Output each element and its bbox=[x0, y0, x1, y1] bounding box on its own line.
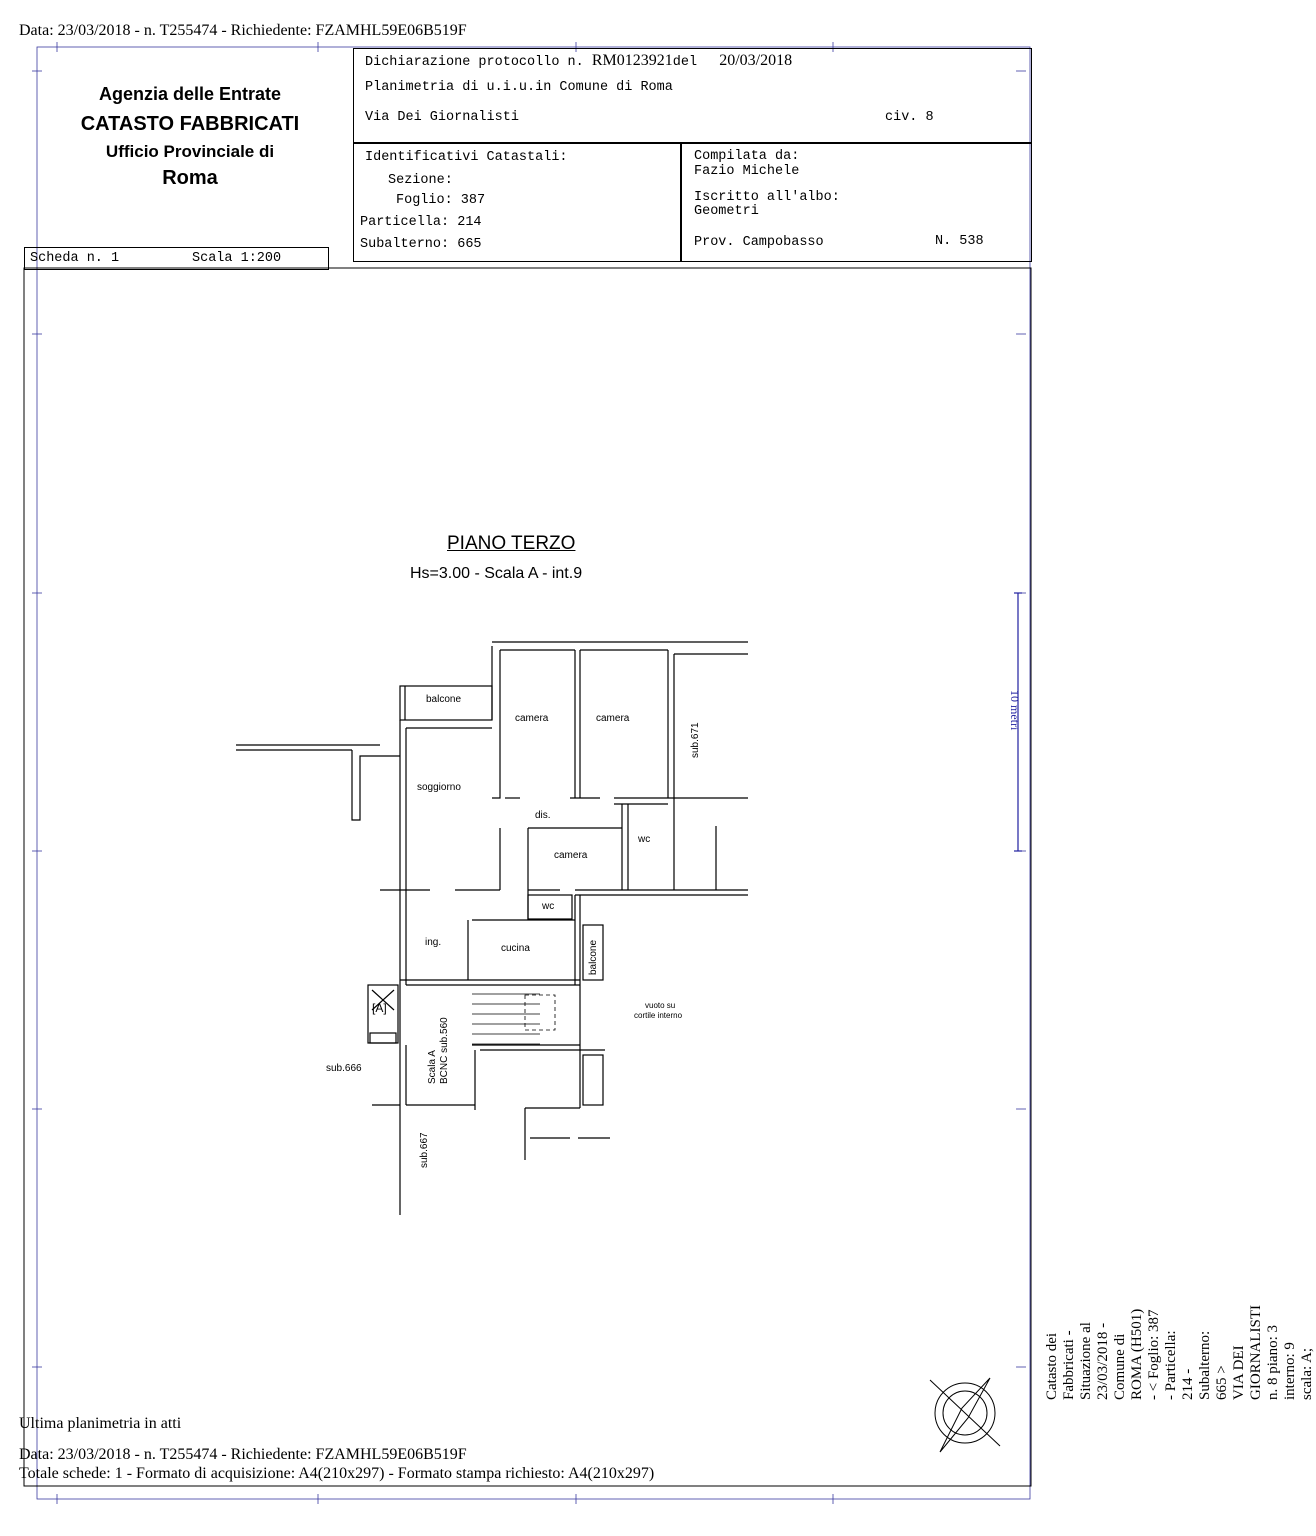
room-disimpegno: dis. bbox=[535, 810, 551, 821]
room-camera-2: camera bbox=[596, 713, 630, 724]
compass-icon bbox=[930, 1378, 1000, 1452]
agency-name: Agenzia delle Entrate bbox=[98, 84, 282, 104]
label-scala-a: Scala A bbox=[427, 1050, 438, 1084]
side-text-line-1: Catasto dei Fabbricati - Situazione al 23/03/2018 - Comune di ROMA (H501) - < Foglio: 387 - Particella: 214 - Subalterno: 665 > bbox=[1044, 1308, 1230, 1400]
label-bcnc: BCNC sub.560 bbox=[439, 1017, 450, 1084]
header-request-line: Data: 23/03/2018 - n. T255474 - Richiedente: FZAMHL59E06B519F bbox=[19, 22, 467, 39]
label-sub671: sub.671 bbox=[690, 722, 701, 758]
room-wc-1: wc bbox=[638, 834, 651, 845]
scale-bar-label: 10 metri bbox=[1008, 690, 1022, 731]
label-lift-a: [A] bbox=[372, 1001, 387, 1015]
particella: Particella: 214 bbox=[360, 215, 482, 230]
compilata-label: Compilata da: bbox=[694, 149, 800, 164]
iscritto-label: Iscritto all'albo: bbox=[694, 190, 840, 205]
room-camera-3: camera bbox=[554, 850, 588, 861]
room-soggiorno: soggiorno bbox=[417, 782, 461, 793]
registration-number: N. 538 bbox=[935, 234, 984, 249]
protocol-number: RM0123921 bbox=[591, 52, 673, 69]
footer-last-plan: Ultima planimetria in atti bbox=[19, 1415, 182, 1432]
room-ingresso: ing. bbox=[425, 937, 442, 948]
room-camera-1: camera bbox=[515, 713, 549, 724]
protocol-prefix: Dichiarazione protocollo n. bbox=[365, 55, 584, 70]
protocol-del: del bbox=[672, 55, 698, 70]
room-wc-2: wc bbox=[542, 901, 555, 912]
room-balcone-right: balcone bbox=[588, 939, 599, 975]
label-sub667: sub.667 bbox=[419, 1132, 430, 1168]
room-cucina: cucina bbox=[501, 943, 530, 954]
side-text-line-2: VIA DEI GIORNALISTI n. 8 piano: 3 interno: 9 scala: A; bbox=[1231, 1305, 1315, 1400]
ufficio-label: Ufficio Provinciale di bbox=[105, 142, 275, 161]
protocol-date: 20/03/2018 bbox=[719, 52, 793, 69]
foglio: Foglio: 387 bbox=[396, 193, 486, 208]
civic-number: civ. 8 bbox=[885, 110, 934, 125]
scheda-number: Scheda n. 1 bbox=[30, 251, 120, 266]
side-cadastral-text bbox=[1044, 1305, 1316, 1400]
address: Via Dei Giornalisti bbox=[365, 110, 519, 125]
footer-format-line: Totale schede: 1 - Formato di acquisizione: A4(210x297) - Formato stampa richiesto: A4(210x297) bbox=[19, 1465, 655, 1482]
province: Prov. Campobasso bbox=[694, 235, 824, 250]
albo: Geometri bbox=[694, 204, 759, 219]
compiler-name: Fazio Michele bbox=[694, 164, 800, 179]
sezione: Sezione: bbox=[388, 173, 453, 188]
ufficio-city: Roma bbox=[162, 167, 218, 189]
planimetria-line: Planimetria di u.i.u.in Comune di Roma bbox=[365, 80, 673, 95]
plan-subtitle: Hs=3.00 - Scala A - int.9 bbox=[410, 565, 583, 582]
label-vuoto-2: cortile interno bbox=[634, 1011, 683, 1020]
label-sub666: sub.666 bbox=[326, 1063, 362, 1074]
footer-request-line: Data: 23/03/2018 - n. T255474 - Richiedente: FZAMHL59E06B519F bbox=[19, 1446, 467, 1463]
catasto-title: CATASTO FABBRICATI bbox=[80, 113, 300, 135]
room-balcone-top: balcone bbox=[426, 694, 462, 705]
label-vuoto-1: vuoto su bbox=[645, 1001, 676, 1010]
subalterno: Subalterno: 665 bbox=[360, 237, 482, 252]
plan-title: PIANO TERZO bbox=[447, 533, 576, 554]
identifiers-title: Identificativi Catastali: bbox=[365, 150, 568, 165]
scale: Scala 1:200 bbox=[192, 251, 282, 266]
